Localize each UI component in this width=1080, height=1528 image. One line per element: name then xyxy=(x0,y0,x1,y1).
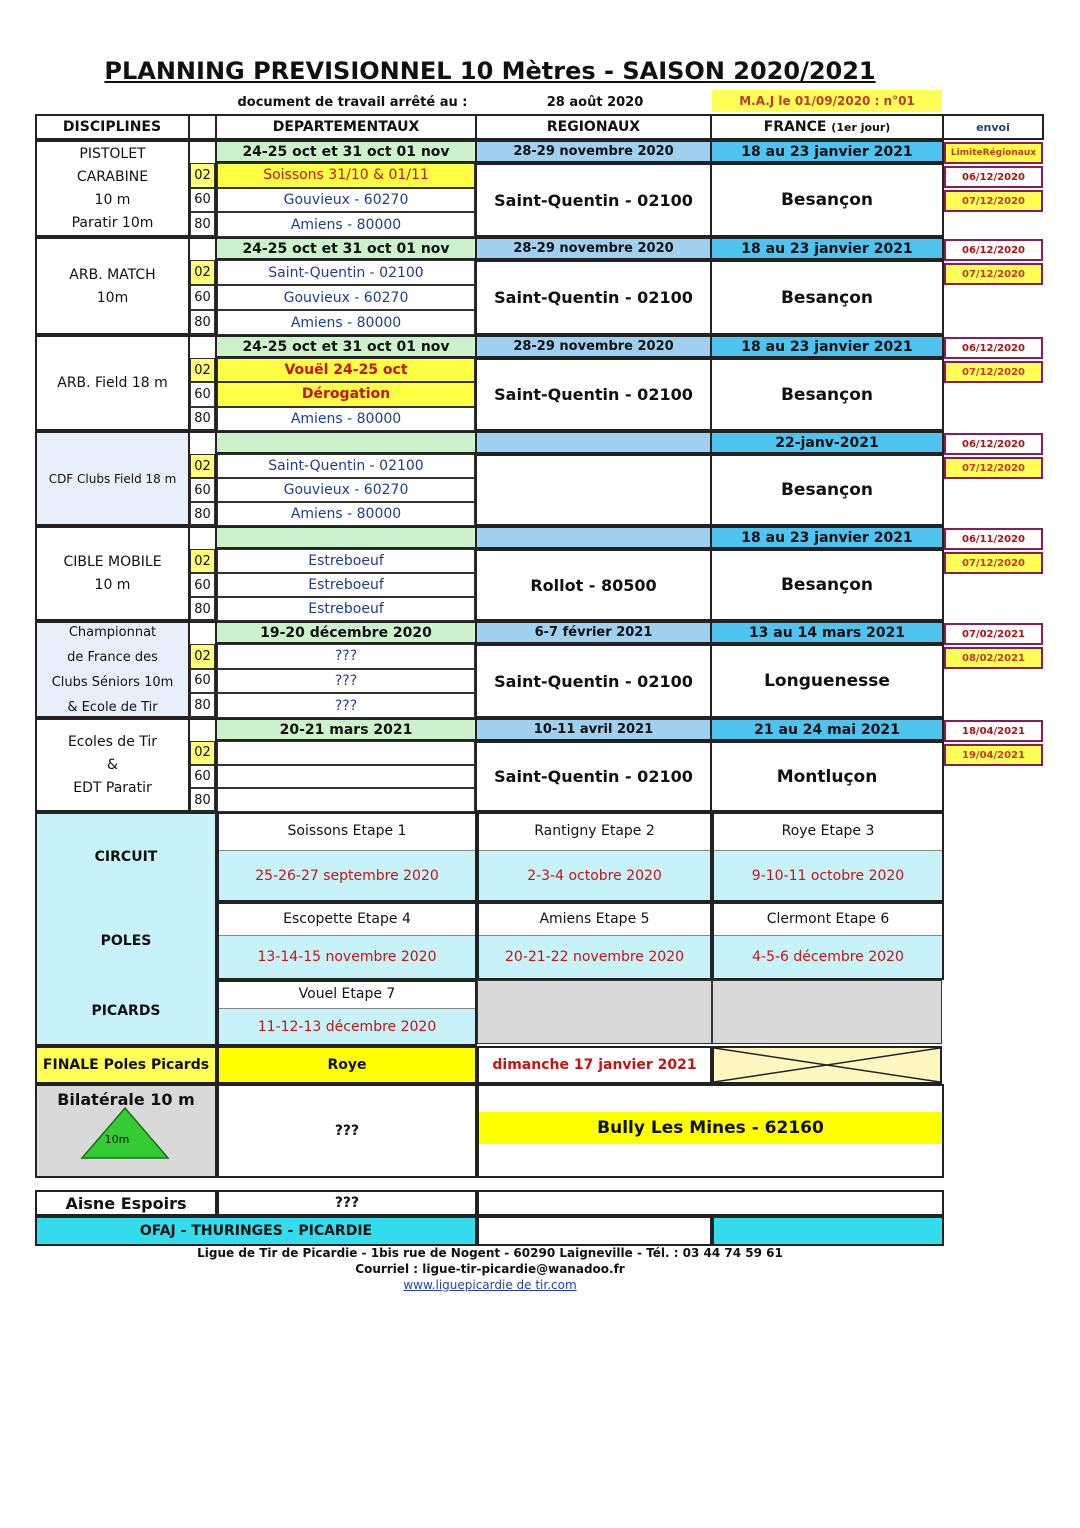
header-reg: REGIONAUX xyxy=(546,119,641,135)
dept-code: 60 xyxy=(190,285,215,310)
discipline-label: Ecoles de Tir xyxy=(67,734,158,750)
doc-line-date: 28 août 2020 xyxy=(546,94,644,110)
dep-venue xyxy=(217,741,475,765)
bilaterale-label: Bilatérale 10 m xyxy=(57,1089,195,1109)
envoi-date-badge: 06/12/2020 xyxy=(944,433,1043,455)
dept-code: 60 xyxy=(190,765,215,789)
dept-code: 80 xyxy=(190,310,215,335)
footer-address: Ligue de Tir de Picardie - 1bis rue de Nogent - 60290 Laigneville - Tél. : 03 44 74 59 61 xyxy=(197,1246,783,1260)
discipline-label: 10 m xyxy=(94,577,131,593)
dept-code: 02 xyxy=(190,549,215,573)
fr-venue: Besançon xyxy=(710,358,944,431)
dept-code: 60 xyxy=(190,478,215,502)
reg-header: 28-29 novembre 2020 xyxy=(475,237,712,260)
dep-venue: Amiens - 80000 xyxy=(217,407,475,431)
dep-venue: Amiens - 80000 xyxy=(217,310,475,335)
discipline-label: EDT Paratir xyxy=(73,780,152,796)
discipline-label: de France des xyxy=(67,649,158,665)
dept-code: 80 xyxy=(190,693,215,718)
envoi-date-badge: 06/11/2020 xyxy=(944,528,1043,550)
envoi-date-badge: 08/02/2021 xyxy=(944,647,1043,669)
header-envoi: envoi xyxy=(976,120,1010,134)
fr-venue: Montluçon xyxy=(710,741,944,812)
doc-line-label: document de travail arrêté au : xyxy=(237,94,468,110)
reg-venue: Saint-Quentin - 02100 xyxy=(475,260,712,335)
footer-email: Courriel : ligue-tir-picardie@wanadoo.fr xyxy=(355,1262,625,1276)
aisne-value: ??? xyxy=(217,1190,477,1216)
poles-label: POLES xyxy=(100,933,152,949)
reg-venue xyxy=(475,454,712,526)
reg-header: 28-29 novembre 2020 xyxy=(475,335,712,358)
dep-venue: ??? xyxy=(217,644,475,669)
reg-venue: Saint-Quentin - 02100 xyxy=(475,163,712,237)
envoi-date-badge: 06/12/2020 xyxy=(944,337,1043,359)
header-disciplines: DISCIPLINES xyxy=(62,119,162,135)
envoi-date-badge: 07/12/2020 xyxy=(944,361,1043,383)
fr-header: 18 au 23 janvier 2021 xyxy=(710,335,944,358)
envoi-date-badge: 07/02/2021 xyxy=(944,623,1043,645)
circuit-stage-date: 25-26-27 septembre 2020 xyxy=(219,850,475,900)
dep-venue: Dérogation xyxy=(217,382,475,406)
dep-venue: Saint-Quentin - 02100 xyxy=(217,260,475,285)
dept-code: 80 xyxy=(190,407,215,431)
envoi-date-badge: 07/12/2020 xyxy=(944,552,1043,574)
circuit-stage-name: Escopette Etape 4 xyxy=(283,910,411,927)
circuit-stage-date: 4-5-6 décembre 2020 xyxy=(714,935,942,978)
envoi-date-badge: 18/04/2021 xyxy=(944,720,1043,742)
maj-badge: M.A.J le 01/09/2020 : n°01 xyxy=(712,90,942,112)
dep-venue: ??? xyxy=(217,669,475,694)
discipline-label: ARB. Field 18 m xyxy=(57,375,168,391)
reg-venue: Saint-Quentin - 02100 xyxy=(475,358,712,431)
envoi-date-badge: 07/12/2020 xyxy=(944,457,1043,479)
envoi-date-badge: 07/12/2020 xyxy=(944,263,1043,285)
aisne-label: Aisne Espoirs xyxy=(35,1190,217,1216)
dep-header: 24-25 oct et 31 oct 01 nov xyxy=(215,140,477,163)
dept-code: 80 xyxy=(190,502,215,526)
fr-venue: Besançon xyxy=(710,549,944,621)
fr-header: 18 au 23 janvier 2021 xyxy=(710,140,944,163)
discipline-label: Clubs Séniors 10m xyxy=(51,674,174,690)
fr-header: 18 au 23 janvier 2021 xyxy=(710,237,944,260)
empty-cell xyxy=(477,980,712,1044)
circuit-stage-date: 13-14-15 novembre 2020 xyxy=(219,935,475,978)
circuit-stage-name: Amiens Etape 5 xyxy=(539,910,650,927)
dept-code: 60 xyxy=(190,669,215,694)
dept-code: 60 xyxy=(190,188,215,213)
reg-header xyxy=(475,526,712,549)
fr-venue: Longuenesse xyxy=(710,644,944,718)
dep-header: 19-20 décembre 2020 xyxy=(215,621,477,644)
ofaj-empty xyxy=(477,1216,712,1246)
dep-venue: Gouvieux - 60270 xyxy=(217,285,475,310)
envoi-date-badge: LimiteRégionaux xyxy=(944,142,1043,164)
circuit-label: CIRCUIT xyxy=(94,849,158,865)
dep-venue: Amiens - 80000 xyxy=(217,212,475,237)
dep-venue: Estreboeuf xyxy=(217,597,475,621)
fr-header: 18 au 23 janvier 2021 xyxy=(710,526,944,549)
dep-venue xyxy=(217,788,475,812)
discipline-label: 10 m xyxy=(94,192,131,208)
discipline-label: ARB. MATCH xyxy=(69,266,156,283)
discipline-label: 10m xyxy=(96,289,129,306)
fr-header: 13 au 14 mars 2021 xyxy=(710,621,944,644)
circuit-stage-date: 20-21-22 novembre 2020 xyxy=(479,935,710,978)
dep-header: 24-25 oct et 31 oct 01 nov xyxy=(215,335,477,358)
envoi-date-badge: 06/12/2020 xyxy=(944,239,1043,261)
dep-header: 20-21 mars 2021 xyxy=(215,718,477,741)
header-dep: DEPARTEMENTAUX xyxy=(272,119,420,135)
header-divider xyxy=(188,114,190,140)
dep-venue: Gouvieux - 60270 xyxy=(217,188,475,213)
fr-venue: Besançon xyxy=(710,260,944,335)
circuit-stage-name: Vouel Etape 7 xyxy=(298,986,396,1002)
discipline-label: & Ecole de Tir xyxy=(67,699,158,715)
dept-code: 60 xyxy=(190,573,215,597)
header-fr xyxy=(712,116,942,138)
circuit-stage-date: 11-12-13 décembre 2020 xyxy=(219,1008,475,1044)
envoi-date-badge: 06/12/2020 xyxy=(944,166,1043,188)
dep-header xyxy=(215,526,477,549)
circuit-stage-date: 9-10-11 octobre 2020 xyxy=(714,850,942,900)
reg-venue: Saint-Quentin - 02100 xyxy=(475,741,712,812)
reg-header: 6-7 février 2021 xyxy=(475,621,712,644)
discipline-label: CIBLE MOBILE xyxy=(63,554,162,570)
bilaterale-dep: ??? xyxy=(217,1084,477,1178)
dep-header xyxy=(215,431,477,454)
discipline-label: PISTOLET xyxy=(79,146,146,162)
dep-venue xyxy=(217,765,475,789)
dep-venue: Saint-Quentin - 02100 xyxy=(217,454,475,478)
bilaterale-place: Bully Les Mines - 62160 xyxy=(479,1112,942,1144)
fr-venue: Besançon xyxy=(710,163,944,237)
finale-crossed-cell xyxy=(712,1046,942,1084)
circuit-stage-name: Rantigny Etape 2 xyxy=(534,823,655,839)
header-fr-sub: (1er jour) xyxy=(831,120,891,134)
circuit-stage-name: Clermont Etape 6 xyxy=(766,910,890,927)
dept-code: 02 xyxy=(190,741,215,765)
envoi-date-badge: 19/04/2021 xyxy=(944,744,1043,766)
triangle-badge-text: 10m xyxy=(104,1132,130,1146)
dep-venue: Amiens - 80000 xyxy=(217,502,475,526)
page-title: PLANNING PREVISIONNEL 10 Mètres - SAISON 2020/2021 xyxy=(104,57,876,85)
empty-cell xyxy=(712,980,942,1044)
dept-code: 60 xyxy=(190,382,215,406)
ofaj-label: OFAJ - THURINGES - PICARDIE xyxy=(35,1216,477,1246)
dept-code: 80 xyxy=(190,788,215,812)
dept-code: 02 xyxy=(190,454,215,478)
reg-venue: Saint-Quentin - 02100 xyxy=(475,644,712,718)
finale-place: Roye xyxy=(217,1046,477,1084)
dept-code: 80 xyxy=(190,597,215,621)
dep-header: 24-25 oct et 31 oct 01 nov xyxy=(215,237,477,260)
dept-code: 02 xyxy=(190,358,215,382)
reg-header: 10-11 avril 2021 xyxy=(475,718,712,741)
footer-website-link[interactable]: www.liguepicardie de tir.com xyxy=(403,1278,577,1292)
dep-venue: Estreboeuf xyxy=(217,549,475,573)
dep-venue: ??? xyxy=(217,693,475,718)
dept-code: 02 xyxy=(190,260,215,285)
picards-label: PICARDS xyxy=(91,1003,161,1019)
finale-date: dimanche 17 janvier 2021 xyxy=(477,1046,712,1084)
cross-mark-icon xyxy=(714,1048,940,1082)
dept-code: 80 xyxy=(190,212,215,237)
reg-header: 28-29 novembre 2020 xyxy=(475,140,712,163)
circuit-stage-name: Soissons Etape 1 xyxy=(287,823,407,839)
discipline-label: CARABINE xyxy=(76,169,149,185)
header-fr-text: FRANCE xyxy=(763,119,827,135)
dept-code: 02 xyxy=(190,163,215,188)
aisne-empty xyxy=(477,1190,944,1216)
dep-venue: Soissons 31/10 & 01/11 xyxy=(217,163,475,188)
ofaj-cyan-cell xyxy=(712,1216,944,1246)
discipline-label: CDF Clubs Field 18 m xyxy=(48,471,177,486)
reg-venue: Rollot - 80500 xyxy=(475,549,712,621)
circuit-stage-name: Roye Etape 3 xyxy=(781,823,875,839)
fr-header: 22-janv-2021 xyxy=(710,431,944,454)
discipline-label: Championnat xyxy=(68,624,157,640)
discipline-label: Paratir 10m xyxy=(71,215,154,231)
reg-header xyxy=(475,431,712,454)
dep-venue: Gouvieux - 60270 xyxy=(217,478,475,502)
dept-code: 02 xyxy=(190,644,215,669)
envoi-date-badge: 07/12/2020 xyxy=(944,190,1043,212)
dep-venue: Estreboeuf xyxy=(217,573,475,597)
fr-header: 21 au 24 mai 2021 xyxy=(710,718,944,741)
discipline-label: & xyxy=(107,757,118,773)
fr-venue: Besançon xyxy=(710,454,944,526)
finale-label: FINALE Poles Picards xyxy=(35,1046,217,1084)
circuit-stage-date: 2-3-4 octobre 2020 xyxy=(479,850,710,900)
dep-venue: Vouël 24-25 oct xyxy=(217,358,475,382)
